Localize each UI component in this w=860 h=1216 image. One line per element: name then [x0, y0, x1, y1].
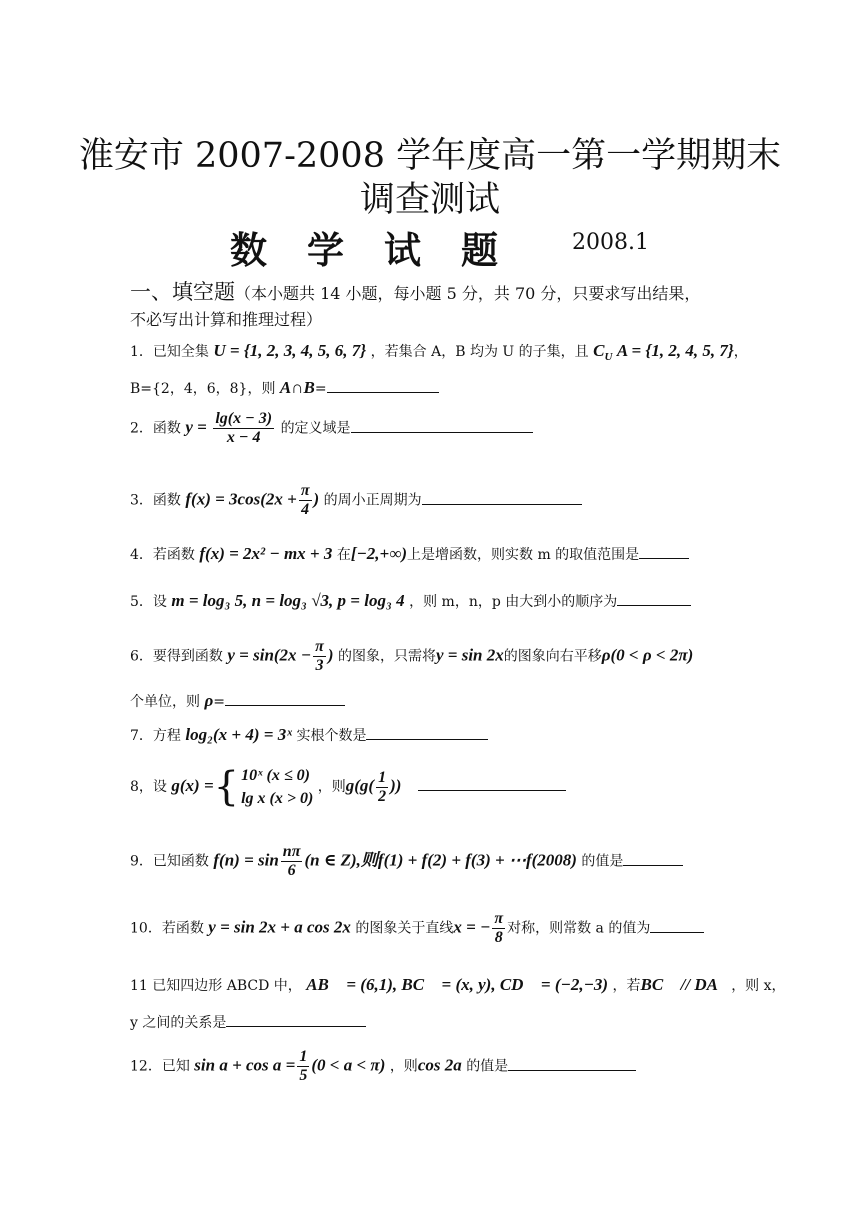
exam-year: 2008.1: [572, 230, 649, 255]
q5-prefix: 5．设: [130, 594, 167, 610]
question-3: [130, 482, 582, 519]
q10-answer-blank[interactable]: [650, 918, 704, 933]
q2-lhs: y =: [185, 417, 207, 437]
question-6-line2: [130, 691, 345, 711]
q4-answer-blank[interactable]: [639, 544, 689, 559]
q11-suffix: ，则 x，: [731, 978, 786, 994]
q9-suffix: 的值是: [581, 853, 624, 870]
section-title: 一、填空题: [130, 280, 235, 304]
q10-prefix: 10．若函数: [130, 920, 204, 937]
q10-denominator: 8: [494, 929, 503, 946]
q6-fraction: [313, 638, 326, 675]
q7-prefix: 7．方程: [130, 728, 181, 744]
q12-prefix: 12．已知: [130, 1058, 190, 1075]
question-11: [130, 975, 786, 995]
q10-mid: 的图象关于直线: [355, 920, 454, 937]
q6-mid2: 的图象向右平移: [503, 648, 602, 665]
q1-eq: =: [314, 381, 327, 397]
q12-answer-blank[interactable]: [508, 1056, 636, 1071]
q12-expr2: cos 2a: [417, 1055, 462, 1075]
q12-suffix: 的值是: [466, 1058, 509, 1075]
q1-complement-sub: U: [604, 350, 613, 363]
q9-answer-blank[interactable]: [623, 851, 683, 866]
section-note: （本小题共 14 小题，每小题 5 分，共 70 分，只要求写出结果，: [235, 284, 701, 303]
q10-suffix: 对称，则常数 a 的值为: [507, 920, 651, 937]
q5-expr: m = log₃ 5, n = log₃ √3, p = log₃ 4: [171, 591, 405, 610]
q11-prefix: 11 已知四边形 ABCD 中，: [130, 978, 302, 994]
q8-prefix: 8，设: [130, 779, 167, 795]
q6-expr2: y = sin 2x: [435, 645, 504, 665]
q12-mid: ，则: [389, 1058, 418, 1075]
q6-prefix: 6．要得到函数: [130, 648, 223, 665]
q9-prefix: 9．已知函数: [130, 853, 209, 870]
q8-expr-b: )): [390, 776, 402, 795]
q8-brace: {: [213, 764, 240, 810]
question-9: [130, 843, 683, 880]
q6-expr-a: y = sin(2x −: [227, 645, 312, 665]
section-note-line2: 不必写出计算和推理过程）: [130, 310, 323, 329]
q8-mid: ，则: [317, 779, 346, 795]
q8-denominator: 2: [378, 787, 387, 805]
q6-line2: 个单位，则: [130, 694, 200, 710]
main-title-text: 数学试题: [230, 228, 538, 272]
q8-case1: 10ˣ (x ≤ 0): [241, 767, 310, 784]
q3-numerator: π: [300, 482, 310, 499]
question-1: 1．已知全集 U = {1, 2, 3, 4, 5, 6, 7} ，若集合 A，B 均为 U 的子集，且 $C_U$ A = {1, 2, 4, 5, 7}，: [130, 341, 748, 363]
q10-fraction: [492, 910, 505, 947]
q1-complement: C: [593, 341, 605, 360]
q12-expr-a: sin a + cos a =: [194, 1055, 296, 1075]
q12-fraction: [297, 1048, 309, 1085]
q1-set-u: U = {1, 2, 3, 4, 5, 6, 7}: [213, 341, 367, 360]
q4-interval: [−2,+∞): [350, 544, 407, 563]
exam-title-line1: 淮安市 2007-2008 学年度高一第一学期期末: [78, 136, 782, 176]
exam-main-title: [230, 220, 649, 274]
question-8: [130, 764, 566, 810]
q8-cases: [241, 764, 313, 810]
q5-answer-blank[interactable]: [617, 591, 691, 606]
q3-suffix: 的周小正周期为: [323, 492, 422, 509]
q12-numerator: 1: [299, 1048, 308, 1065]
q4-suffix: 上是增函数，则实数 m 的取值范围是: [407, 547, 640, 563]
q1-complement-set: A = {1, 2, 4, 5, 7}: [616, 341, 734, 360]
q2-prefix: 2．函数: [130, 420, 181, 437]
q8-numerator: 1: [378, 768, 387, 786]
q11-expr: AB⃗ = (6,1), BC⃗ = (x, y), CD⃗ = (−2,−3): [306, 975, 609, 994]
q4-prefix: 4．若函数: [130, 547, 195, 563]
q12-denominator: 5: [299, 1067, 308, 1084]
q4-expr: f(x) = 2x² − mx + 3: [199, 544, 333, 563]
q2-denominator: x − 4: [226, 429, 261, 446]
q10-numerator: π: [494, 910, 504, 927]
q6-answer-blank[interactable]: [225, 691, 345, 706]
question-4: [130, 544, 689, 564]
q8-expr-a: g(g(: [345, 776, 375, 795]
question-2: [130, 410, 533, 447]
q6-rho: ρ: [204, 691, 214, 710]
q10-expr: y = sin 2x + a cos 2x: [208, 917, 351, 937]
question-5: [130, 591, 691, 611]
question-12: [130, 1048, 636, 1085]
q11-answer-blank[interactable]: [226, 1012, 366, 1027]
q3-fraction: [299, 482, 312, 519]
question-6: [130, 638, 693, 675]
question-11-line2: [130, 1012, 366, 1032]
q10-expr2: x = −: [453, 917, 491, 937]
q2-suffix: 的定义域是: [280, 420, 351, 437]
q11-mid: ，若: [612, 978, 641, 994]
q8-case2: lg x (x > 0): [241, 790, 314, 807]
exam-title-line2: 调查测试: [359, 180, 500, 220]
q9-fraction: [281, 843, 303, 880]
q3-expr-b: ): [313, 489, 320, 509]
q11-line2: y 之间的关系是: [130, 1015, 227, 1031]
q3-denominator: 4: [301, 501, 310, 518]
q7-answer-blank[interactable]: [366, 725, 488, 740]
q1-line2: B={2，4，6，8}，则: [130, 381, 276, 397]
q11-expr2: BC⃗ // DA⃗: [640, 975, 732, 994]
q2-answer-blank[interactable]: [351, 418, 533, 433]
q9-numerator: nπ: [282, 843, 301, 860]
question-7: [130, 725, 488, 745]
q5-suffix: ，则 m，n，p 由大到小的顺序为: [409, 594, 618, 610]
q9-expr-a: f(n) = sin: [213, 850, 279, 870]
section-heading: [130, 276, 700, 306]
q1-mid: ，若集合 A，B 均为 U 的子集，且: [370, 344, 589, 360]
q2-fraction: [213, 410, 274, 447]
q1-intersection: A∩B: [279, 378, 315, 397]
q4-mid: 在: [336, 547, 351, 563]
q2-numerator: lg(x − 3): [215, 410, 273, 427]
q7-expr: log₂(x + 4) = 3ˣ: [185, 725, 292, 744]
q3-prefix: 3．函数: [130, 492, 181, 509]
q8-fraction: [376, 769, 388, 806]
q6-expr-b: ): [327, 645, 334, 665]
q1-prefix: 1．已知全集: [130, 344, 209, 360]
q1-answer-blank[interactable]: [327, 378, 439, 393]
q3-answer-blank[interactable]: [422, 490, 582, 505]
q6-mid: 的图象，只需将: [337, 648, 436, 665]
q7-suffix: 实根个数是: [296, 728, 367, 744]
question-1-line2: [130, 378, 439, 398]
q12-expr-b: (0 < a < π): [311, 1055, 386, 1075]
q3-expr-a: f(x) = 3cos(2x +: [185, 489, 297, 509]
q6-expr3: ρ(0 < ρ < 2π): [601, 645, 694, 665]
q8-lhs: g(x) =: [171, 776, 214, 795]
question-10: [130, 910, 704, 947]
q6-denominator: 3: [315, 657, 324, 674]
q9-expr-b: (n ∈ Z),则f(1) + f(2) + f(3) + ⋯f(2008): [304, 850, 577, 870]
q6-numerator: π: [315, 638, 324, 655]
q8-answer-blank[interactable]: [418, 776, 566, 791]
q9-denominator: 6: [287, 862, 296, 879]
q6-eq: =: [213, 694, 225, 710]
